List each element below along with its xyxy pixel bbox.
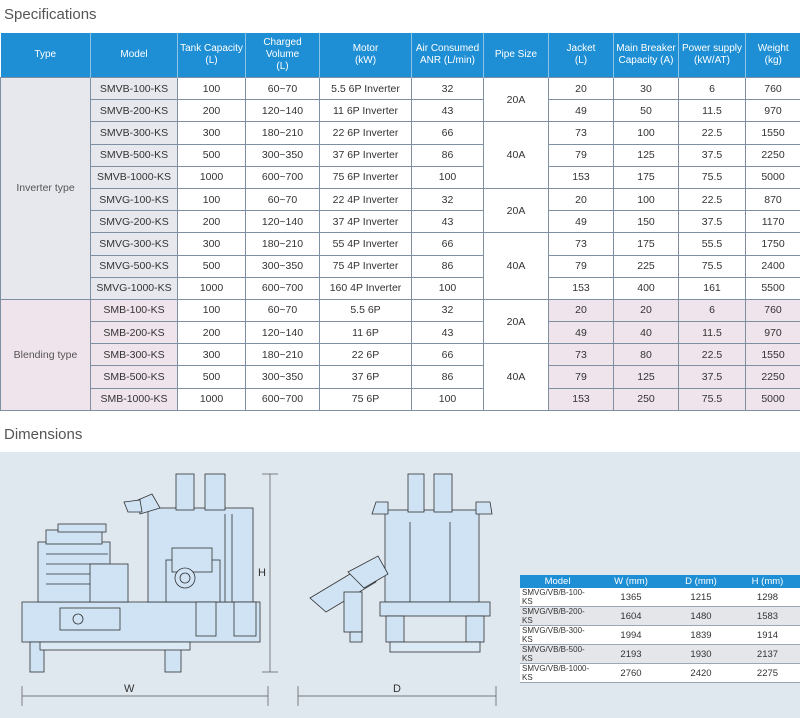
cell-air: 32 [412, 299, 484, 321]
cell-breaker: 225 [614, 255, 679, 277]
cell-model: SMB-100-KS [91, 299, 178, 321]
dims-h: 2137 [735, 645, 800, 664]
cell-motor: 5.5 6P Inverter [320, 78, 412, 100]
cell-motor: 22 6P Inverter [320, 122, 412, 144]
cell-jacket: 73 [549, 344, 614, 366]
cell-model: SMVB-1000-KS [91, 166, 178, 188]
header-air-consumed: Air Consumed ANR (L/min) [412, 33, 484, 78]
cell-model: SMVG-300-KS [91, 233, 178, 255]
cell-model: SMB-200-KS [91, 322, 178, 344]
cell-power: 37.5 [679, 366, 746, 388]
cell-tank: 1000 [178, 166, 246, 188]
table-row [1, 100, 800, 122]
cell-jacket: 49 [549, 322, 614, 344]
header-tank-capacity: Tank Capacity (L) [178, 33, 246, 78]
cell-charged: 600~700 [246, 277, 320, 299]
cell-air: 66 [412, 233, 484, 255]
cell-pipe-size: 20A [484, 188, 549, 232]
table-row [1, 366, 800, 388]
cell-motor: 37 6P Inverter [320, 144, 412, 166]
cell-tank: 100 [178, 78, 246, 100]
cell-jacket: 79 [549, 366, 614, 388]
cell-breaker: 20 [614, 299, 679, 321]
cell-power: 6 [679, 78, 746, 100]
cell-weight: 1550 [746, 122, 800, 144]
cell-motor: 75 4P Inverter [320, 255, 412, 277]
cell-jacket: 153 [549, 166, 614, 188]
header-main-breaker: Main Breaker Capacity (A) [614, 33, 679, 78]
cell-jacket: 73 [549, 122, 614, 144]
cell-pipe-size: 20A [484, 299, 549, 343]
dimensions-panel [0, 452, 800, 718]
cell-power: 55.5 [679, 233, 746, 255]
dims-h: 1914 [735, 626, 800, 645]
header-charged-volume: Charged Volume (L) [246, 33, 320, 78]
cell-power: 75.5 [679, 388, 746, 410]
cell-model: SMB-300-KS [91, 344, 178, 366]
dims-header-h: H (mm) [735, 575, 800, 588]
cell-tank: 100 [178, 299, 246, 321]
cell-weight: 760 [746, 299, 800, 321]
dims-d: 1480 [667, 607, 735, 626]
header-type: Type [1, 33, 91, 78]
table-row [1, 78, 800, 100]
dims-d: 1930 [667, 645, 735, 664]
cell-breaker: 400 [614, 277, 679, 299]
cell-motor: 55 4P Inverter [320, 233, 412, 255]
table-row [1, 211, 800, 233]
cell-charged: 120~140 [246, 211, 320, 233]
cell-jacket: 49 [549, 211, 614, 233]
cell-motor: 5.5 6P [320, 299, 412, 321]
table-row [520, 645, 800, 664]
width-label: W [124, 683, 135, 695]
cell-tank: 200 [178, 100, 246, 122]
cell-tank: 200 [178, 322, 246, 344]
spec-header-row [1, 33, 800, 78]
dims-h: 2275 [735, 664, 800, 683]
cell-tank: 500 [178, 255, 246, 277]
dims-model: SMVG/VB/B-500-KS [520, 645, 595, 664]
dims-w: 1365 [595, 588, 667, 607]
cell-pipe-size: 20A [484, 78, 549, 122]
cell-power: 6 [679, 299, 746, 321]
cell-breaker: 250 [614, 388, 679, 410]
table-row [1, 299, 800, 321]
dims-header-w: W (mm) [595, 575, 667, 588]
cell-model: SMVB-500-KS [91, 144, 178, 166]
dims-w: 2193 [595, 645, 667, 664]
cell-charged: 180~210 [246, 122, 320, 144]
cell-breaker: 100 [614, 188, 679, 210]
cell-motor: 22 6P [320, 344, 412, 366]
cell-model: SMB-1000-KS [91, 388, 178, 410]
table-row [520, 626, 800, 645]
cell-power: 22.5 [679, 344, 746, 366]
cell-charged: 300~350 [246, 144, 320, 166]
table-row [1, 388, 800, 410]
cell-motor: 11 6P Inverter [320, 100, 412, 122]
cell-motor: 22 4P Inverter [320, 188, 412, 210]
cell-tank: 1000 [178, 277, 246, 299]
table-row [1, 188, 800, 210]
cell-charged: 60~70 [246, 188, 320, 210]
header-motor: Motor (kW) [320, 33, 412, 78]
dims-model: SMVG/VB/B-100-KS [520, 588, 595, 607]
cell-air: 86 [412, 144, 484, 166]
cell-charged: 300~350 [246, 366, 320, 388]
cell-breaker: 80 [614, 344, 679, 366]
cell-tank: 100 [178, 188, 246, 210]
cell-charged: 180~210 [246, 233, 320, 255]
cell-model: SMVG-200-KS [91, 211, 178, 233]
specifications-table [0, 33, 800, 411]
cell-jacket: 49 [549, 100, 614, 122]
cell-model: SMVG-1000-KS [91, 277, 178, 299]
cell-weight: 1550 [746, 344, 800, 366]
cell-breaker: 175 [614, 166, 679, 188]
table-row [1, 166, 800, 188]
cell-motor: 160 4P Inverter [320, 277, 412, 299]
dimensions-table [520, 575, 800, 683]
depth-label: D [393, 683, 401, 695]
cell-breaker: 50 [614, 100, 679, 122]
header-model: Model [91, 33, 178, 78]
dims-header-d: D (mm) [667, 575, 735, 588]
cell-motor: 11 6P [320, 322, 412, 344]
cell-model: SMVB-200-KS [91, 100, 178, 122]
table-row [520, 607, 800, 626]
cell-air: 86 [412, 366, 484, 388]
dims-h: 1583 [735, 607, 800, 626]
cell-weight: 970 [746, 100, 800, 122]
cell-tank: 200 [178, 211, 246, 233]
side-view-drawing [290, 452, 515, 718]
cell-charged: 600~700 [246, 166, 320, 188]
cell-weight: 2400 [746, 255, 800, 277]
dims-d: 2420 [667, 664, 735, 683]
cell-jacket: 153 [549, 388, 614, 410]
cell-air: 100 [412, 166, 484, 188]
front-view-drawing [0, 452, 290, 718]
cell-air: 43 [412, 211, 484, 233]
cell-tank: 300 [178, 233, 246, 255]
cell-charged: 300~350 [246, 255, 320, 277]
cell-tank: 1000 [178, 388, 246, 410]
cell-weight: 2250 [746, 366, 800, 388]
cell-motor: 75 6P Inverter [320, 166, 412, 188]
cell-tank: 500 [178, 144, 246, 166]
dims-model: SMVG/VB/B-1000-KS [520, 664, 595, 683]
specifications-title: Specifications [4, 6, 97, 23]
cell-power: 75.5 [679, 166, 746, 188]
dims-d: 1839 [667, 626, 735, 645]
dims-w: 2760 [595, 664, 667, 683]
cell-jacket: 20 [549, 188, 614, 210]
cell-weight: 870 [746, 188, 800, 210]
cell-weight: 1750 [746, 233, 800, 255]
cell-tank: 300 [178, 122, 246, 144]
dims-h: 1298 [735, 588, 800, 607]
cell-charged: 120~140 [246, 100, 320, 122]
cell-charged: 120~140 [246, 322, 320, 344]
cell-breaker: 175 [614, 233, 679, 255]
cell-power: 37.5 [679, 211, 746, 233]
table-row [1, 233, 800, 255]
header-weight: Weight (kg) [746, 33, 800, 78]
dims-header-model: Model [520, 575, 595, 588]
cell-jacket: 79 [549, 255, 614, 277]
table-row [1, 255, 800, 277]
dimensions-title: Dimensions [4, 426, 83, 443]
cell-power: 22.5 [679, 188, 746, 210]
table-row [1, 322, 800, 344]
cell-motor: 75 6P [320, 388, 412, 410]
cell-power: 11.5 [679, 322, 746, 344]
cell-jacket: 20 [549, 78, 614, 100]
cell-weight: 5000 [746, 388, 800, 410]
cell-charged: 60~70 [246, 299, 320, 321]
cell-jacket: 20 [549, 299, 614, 321]
header-power-supply: Power supply (kW/AT) [679, 33, 746, 78]
cell-motor: 37 4P Inverter [320, 211, 412, 233]
cell-motor: 37 6P [320, 366, 412, 388]
cell-breaker: 150 [614, 211, 679, 233]
cell-pipe-size: 40A [484, 233, 549, 300]
dims-d: 1215 [667, 588, 735, 607]
dims-model: SMVG/VB/B-300-KS [520, 626, 595, 645]
cell-air: 100 [412, 277, 484, 299]
cell-model: SMVB-300-KS [91, 122, 178, 144]
cell-air: 66 [412, 122, 484, 144]
cell-air: 32 [412, 78, 484, 100]
cell-air: 43 [412, 322, 484, 344]
cell-air: 43 [412, 100, 484, 122]
cell-model: SMVG-500-KS [91, 255, 178, 277]
cell-air: 86 [412, 255, 484, 277]
cell-weight: 970 [746, 322, 800, 344]
cell-charged: 60~70 [246, 78, 320, 100]
cell-power: 161 [679, 277, 746, 299]
cell-weight: 2250 [746, 144, 800, 166]
cell-breaker: 125 [614, 366, 679, 388]
cell-breaker: 125 [614, 144, 679, 166]
cell-air: 66 [412, 344, 484, 366]
cell-air: 100 [412, 388, 484, 410]
cell-charged: 600~700 [246, 388, 320, 410]
cell-model: SMB-500-KS [91, 366, 178, 388]
cell-tank: 500 [178, 366, 246, 388]
dims-w: 1604 [595, 607, 667, 626]
header-pipe-size: Pipe Size [484, 33, 549, 78]
cell-charged: 180~210 [246, 344, 320, 366]
cell-pipe-size: 40A [484, 122, 549, 189]
dims-header-row [520, 575, 800, 588]
cell-power: 37.5 [679, 144, 746, 166]
cell-model: SMVG-100-KS [91, 188, 178, 210]
table-row [520, 664, 800, 683]
cell-jacket: 79 [549, 144, 614, 166]
cell-breaker: 100 [614, 122, 679, 144]
cell-pipe-size: 40A [484, 344, 549, 411]
table-row [1, 122, 800, 144]
cell-air: 32 [412, 188, 484, 210]
table-row [1, 277, 800, 299]
cell-breaker: 30 [614, 78, 679, 100]
dims-model: SMVG/VB/B-200-KS [520, 607, 595, 626]
type-cell-inverter: Inverter type [1, 78, 91, 300]
cell-jacket: 73 [549, 233, 614, 255]
table-row [1, 144, 800, 166]
cell-power: 11.5 [679, 100, 746, 122]
cell-jacket: 153 [549, 277, 614, 299]
cell-power: 75.5 [679, 255, 746, 277]
cell-breaker: 40 [614, 322, 679, 344]
table-row [1, 344, 800, 366]
cell-weight: 760 [746, 78, 800, 100]
header-jacket: Jacket (L) [549, 33, 614, 78]
dims-w: 1994 [595, 626, 667, 645]
type-cell-blending: Blending type [1, 299, 91, 410]
cell-weight: 1170 [746, 211, 800, 233]
cell-model: SMVB-100-KS [91, 78, 178, 100]
cell-tank: 300 [178, 344, 246, 366]
cell-power: 22.5 [679, 122, 746, 144]
height-label: H [258, 567, 266, 579]
cell-weight: 5500 [746, 277, 800, 299]
cell-weight: 5000 [746, 166, 800, 188]
table-row [520, 588, 800, 607]
